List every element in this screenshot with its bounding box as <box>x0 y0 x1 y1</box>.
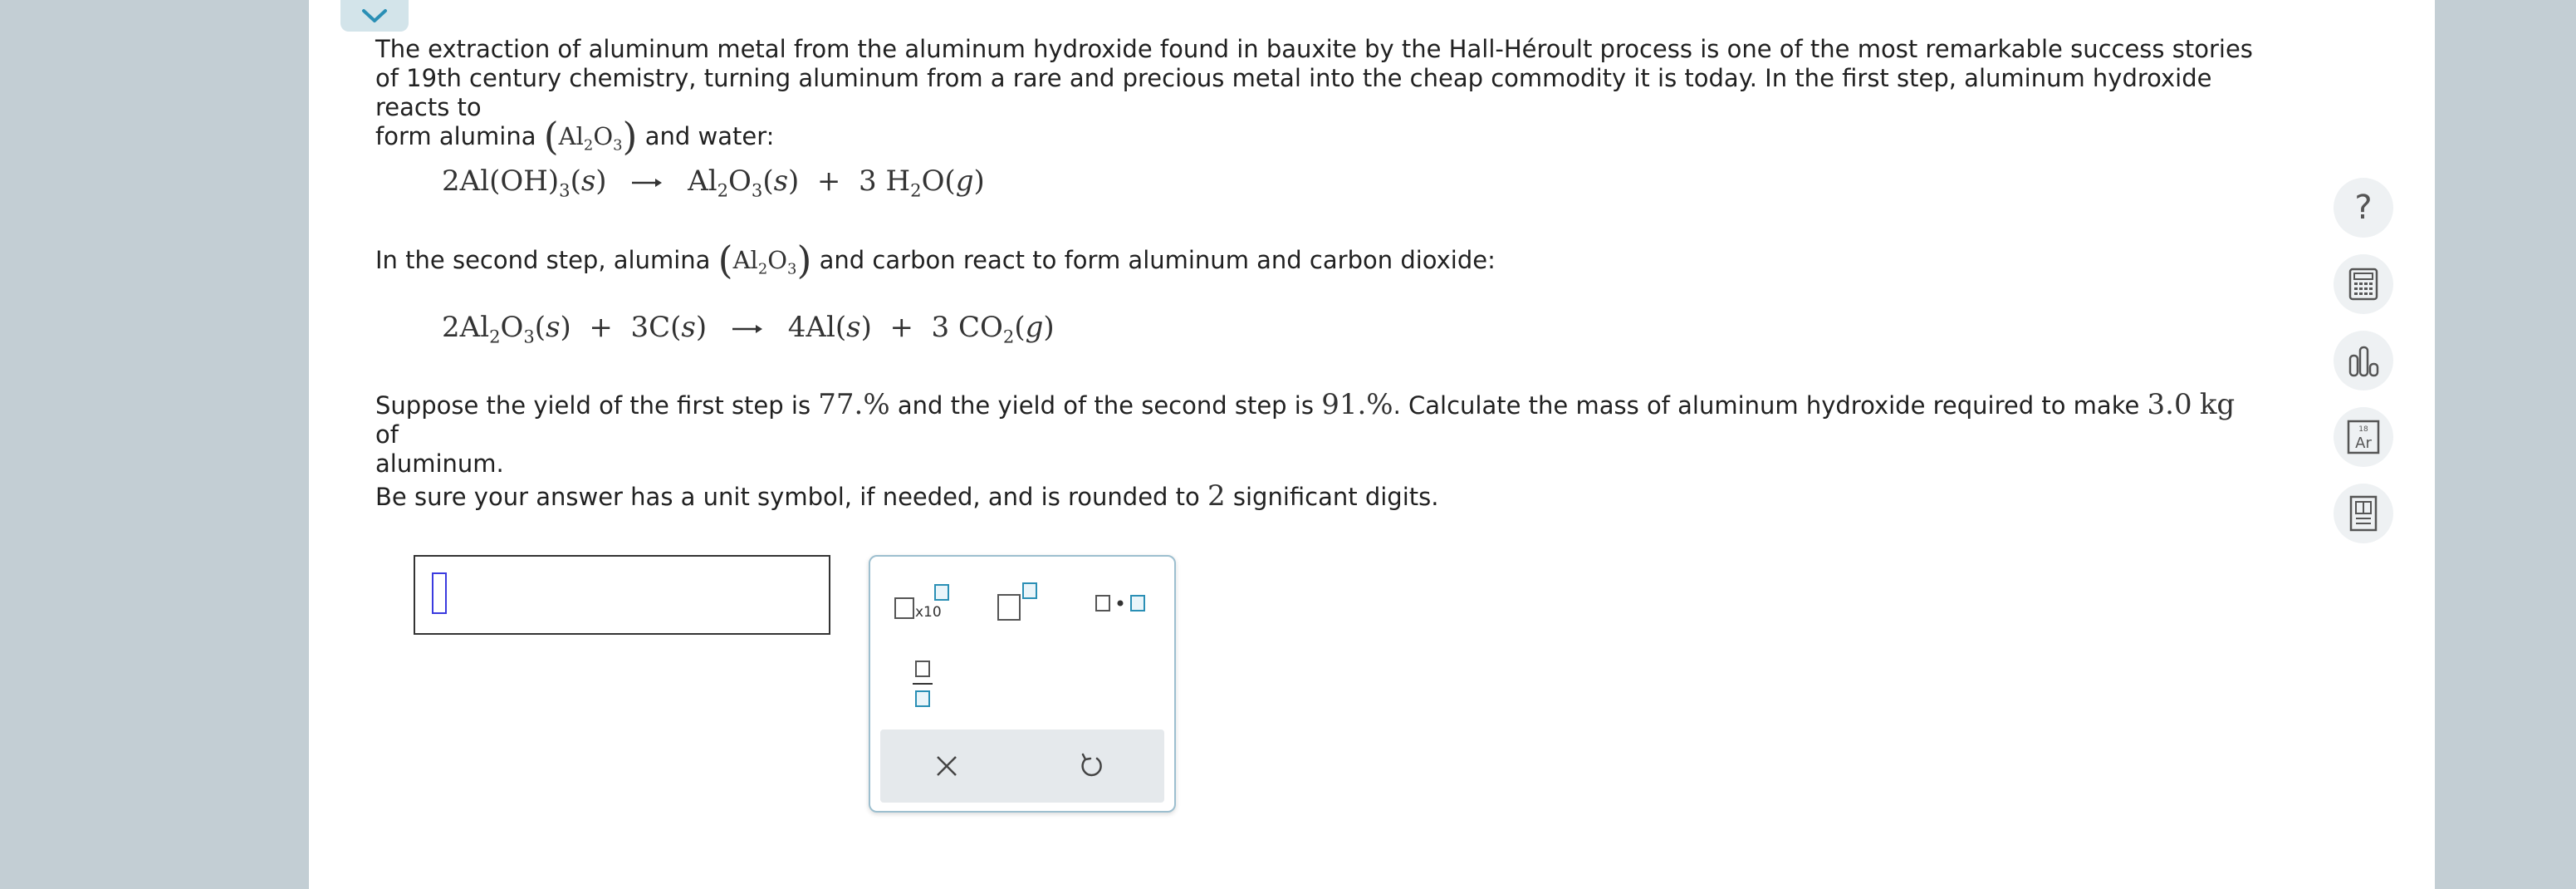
undo-icon <box>1077 752 1105 780</box>
close-icon <box>933 753 960 779</box>
alumina-formula-2: $(Al_2O_3)$ <box>717 238 812 282</box>
intro-paragraph: The extraction of aluminum metal from the aluminum hydroxide found in bauxite by the Hall-Héroult process is one of the most remarkable success stories of 19th century chemistry, turning aluminum from a rare and precious metal into the cheap commodity it is today. In the first step, aluminum hydroxide reacts to form alumina $(Al_2O_3)$ and water: <box>375 35 2253 159</box>
superscript-button[interactable] <box>993 580 1043 626</box>
superscript-icon <box>993 580 1043 626</box>
calculator-icon <box>2348 268 2378 301</box>
palette-footer <box>880 729 1164 803</box>
scientific-notation-button[interactable] <box>890 580 953 626</box>
chevron-down-icon <box>360 7 389 24</box>
calculator-button[interactable] <box>2334 254 2393 314</box>
multiply-dot-button[interactable] <box>1088 585 1154 621</box>
svg-text:18: 18 <box>2358 425 2368 434</box>
bar-chart-icon <box>2347 344 2380 377</box>
yield-1-value: 77.% <box>818 388 890 421</box>
help-button[interactable] <box>2334 178 2393 238</box>
yield-paragraph: Suppose the yield of the first step is 77.% and the yield of the second step is 91.%. Calculate the mass of aluminum hydroxide required to make 3.0 kg of aluminum. <box>375 388 2236 478</box>
clear-button[interactable] <box>922 741 972 791</box>
equation-step-2: $2Al_2O_3(s) + 3C(s) 4Al(s) + 3$ $CO_2(g)$ <box>442 311 1055 347</box>
answer-input[interactable] <box>414 555 830 635</box>
collapse-button[interactable] <box>340 0 409 32</box>
math-palette <box>869 555 1176 813</box>
reaction-arrow-icon <box>630 174 664 191</box>
undo-button[interactable] <box>1066 741 1116 791</box>
scientific-notation-icon <box>890 580 953 626</box>
reference-book-icon <box>2348 495 2378 532</box>
step2-paragraph: In the second step, alumina $(Al_2O_3)$ and carbon react to form aluminum and carbon dioxide: <box>375 238 1496 282</box>
multiply-dot-icon <box>1088 585 1154 621</box>
sig-figs-paragraph: Be sure your answer has a unit symbol, if needed, and is rounded to 2 significant digits. <box>375 479 1439 513</box>
fraction-button[interactable] <box>904 656 942 711</box>
periodic-table-icon <box>2347 420 2380 454</box>
periodic-table-button[interactable] <box>2334 407 2393 467</box>
mass-value: 3.0 <box>2147 388 2192 421</box>
svg-text:x10: x10 <box>915 604 942 621</box>
sig-figs-value: 2 <box>1207 479 1226 513</box>
alumina-formula: $(Al_2O_3)$ <box>543 114 638 159</box>
equation-step-1: $2Al(OH)_3(s) Al_2O_3(s) + 3$ $H_2O(g)$ <box>442 165 985 201</box>
data-button[interactable] <box>2334 331 2393 390</box>
mass-unit: kg <box>2199 388 2236 421</box>
reaction-arrow-icon <box>731 321 764 337</box>
reference-button[interactable] <box>2334 484 2393 543</box>
input-cursor <box>432 572 447 614</box>
question-mark-icon: ? <box>2354 189 2373 227</box>
svg-text:Ar: Ar <box>2355 435 2372 452</box>
fraction-icon <box>904 656 942 711</box>
yield-2-value: 91.% <box>1321 388 1393 421</box>
